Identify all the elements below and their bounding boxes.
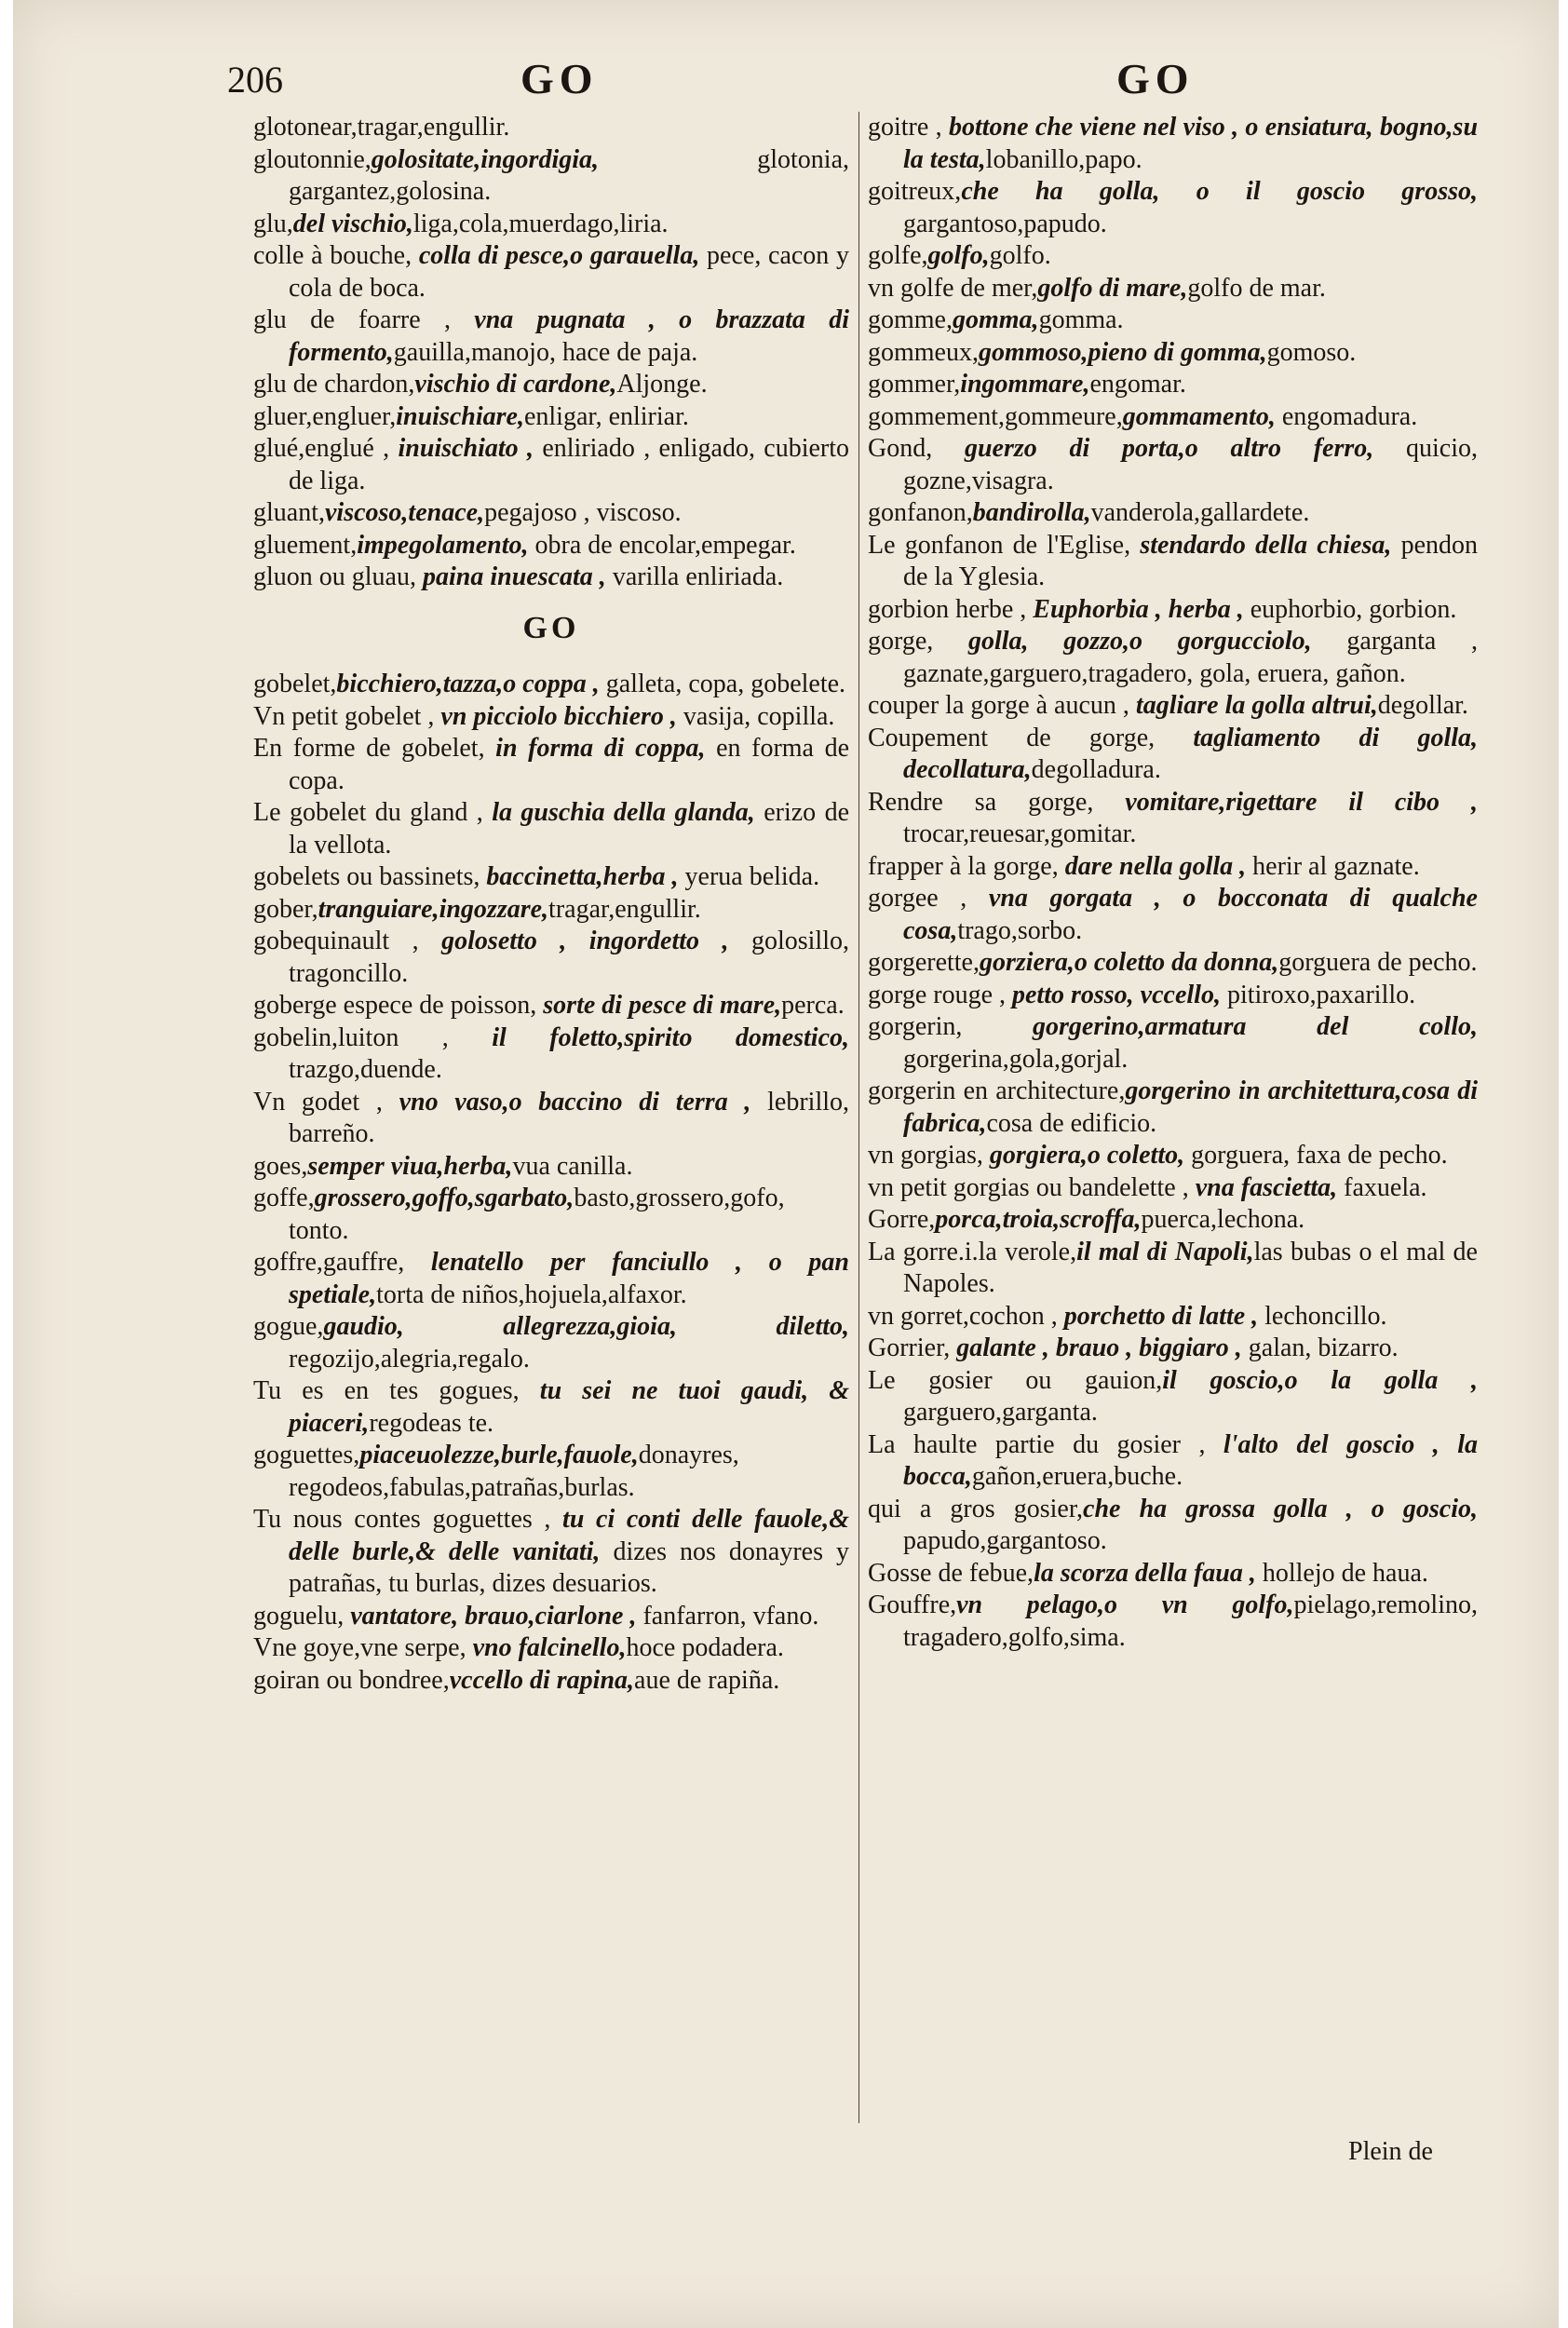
entry-italian-gloss: il mal di Napoli, [1076, 1237, 1254, 1266]
entry-french-headword: gomme, [868, 305, 953, 334]
entry-italian-gloss: gorziera,o coletto da donna, [979, 948, 1279, 977]
entry-french-headword: gorbion herbe , [868, 594, 1034, 624]
entry-italian-gloss: inuischiare, [396, 401, 524, 431]
entry-french-headword: goitre , [868, 113, 949, 142]
entry-french-headword: Gorre, [868, 1205, 936, 1234]
dictionary-entry [253, 1601, 849, 1633]
entry-italian-gloss: baccinetta,herba , [486, 862, 679, 891]
dictionary-entry [253, 369, 849, 401]
entry-french-headword: La gorre.i.la verole, [868, 1237, 1077, 1266]
entry-french-headword: vn golfe de mer, [868, 273, 1038, 303]
entry-italian-gloss: tu sei ne tuoi gaudi, & piaceri, [289, 1376, 849, 1438]
entry-french-headword: gloutonnie, [253, 144, 372, 174]
entry-spanish-gloss: garguero,garganta. [903, 1398, 1098, 1427]
dictionary-entry [868, 1011, 1478, 1076]
dictionary-entry [253, 1087, 849, 1151]
entry-french-headword: goberge espece de poisson, [253, 991, 544, 1020]
entry-italian-gloss: semper viua,herba, [307, 1151, 513, 1181]
dictionary-entry [868, 1429, 1478, 1494]
entry-french-headword: La haulte partie du gosier , [868, 1429, 1223, 1459]
entry-french-headword: Gosse de febue, [868, 1558, 1034, 1588]
dictionary-entry [253, 305, 849, 369]
entry-spanish-gloss: lechoncillo. [1258, 1301, 1387, 1331]
dictionary-entry [253, 669, 849, 701]
entry-spanish-gloss: trago,sorbo. [957, 915, 1083, 945]
dictionary-page [13, 0, 1559, 2328]
entry-french-headword: gober, [253, 894, 318, 924]
entry-spanish-gloss: golfo de mar. [1187, 273, 1326, 303]
entry-french-headword: gommer, [868, 370, 961, 399]
entry-spanish-gloss: hoce podadera. [626, 1633, 784, 1662]
dictionary-entry [253, 894, 849, 927]
entry-french-headword: Le gobelet du gland , [253, 798, 493, 827]
entry-spanish-gloss: galleta, copa, gobelete. [599, 670, 846, 698]
entry-italian-gloss: vn picciolo bicchiero , [440, 701, 677, 731]
entry-spanish-gloss: euphorbio, gorbion. [1243, 594, 1457, 624]
entry-spanish-gloss: varilla enliriada. [605, 562, 784, 591]
entry-italian-gloss: che ha grossa golla , o goscio, [1083, 1494, 1479, 1523]
entry-italian-gloss: vischio di cardone, [414, 370, 617, 399]
entry-italian-gloss: bandirolla, [972, 498, 1091, 527]
entry-spanish-gloss: regozijo,alegria,regalo. [289, 1344, 530, 1374]
dictionary-entry [868, 273, 1478, 305]
entry-french-headword: gorge rouge , [868, 980, 1012, 1009]
dictionary-entry [868, 240, 1478, 273]
entry-french-headword: Vn godet , [253, 1087, 399, 1117]
entry-italian-gloss: vna fascietta, [1195, 1172, 1338, 1202]
entry-italian-gloss: lenatello per fanciullo , o pan spetiale, [289, 1248, 849, 1309]
entry-italian-gloss: bicchiero,tazza,o coppa , [336, 670, 600, 698]
dictionary-entry [868, 1494, 1478, 1558]
entry-spanish-gloss: pegajoso , viscoso. [484, 498, 682, 527]
entry-french-headword: glu de foarre , [253, 305, 475, 334]
dictionary-entry [868, 497, 1478, 530]
entry-spanish-gloss: garganta , gaznate,garguero,tragadero, gola, eruera, gañon. [903, 627, 1479, 688]
entry-french-headword: gluer,engluer, [253, 401, 397, 431]
dictionary-entry [253, 401, 849, 434]
entry-spanish-gloss: donayres, regodeos,fabulas,patrañas,burlas. [289, 1441, 739, 1502]
entry-italian-gloss: gomma, [953, 305, 1039, 334]
entry-italian-gloss: vna gorgata , o bocconata di qualche cosa, [903, 884, 1478, 945]
dictionary-entry [868, 883, 1478, 947]
dictionary-entry [868, 176, 1478, 240]
dictionary-entry [868, 1365, 1478, 1429]
entry-french-headword: goes, [253, 1151, 308, 1181]
entry-spanish-gloss: galan, bizarro. [1241, 1333, 1399, 1362]
entry-spanish-gloss: regodeas te. [369, 1408, 494, 1438]
entry-french-headword: gonfanon, [868, 498, 973, 527]
entry-italian-gloss: inuischiato , [398, 434, 534, 463]
entry-italian-gloss: vantatore, brauo,ciarlone , [350, 1601, 637, 1631]
entry-italian-gloss: impegolamento, [357, 530, 529, 560]
entry-spanish-gloss: herir al gaznate. [1246, 851, 1420, 881]
entry-italian-gloss: viscoso,tenace, [325, 498, 485, 527]
entry-spanish-gloss: gomma. [1038, 305, 1124, 334]
entry-french-headword: Rendre sa gorge, [868, 787, 1126, 817]
dictionary-entry [868, 530, 1478, 594]
dictionary-entry [253, 733, 849, 797]
dictionary-entry [868, 1076, 1478, 1140]
dictionary-entry [253, 433, 849, 497]
entry-italian-gloss: vccello di rapina, [449, 1665, 635, 1695]
entry-italian-gloss: vno vaso,o baccino di terra , [399, 1087, 751, 1117]
entry-spanish-gloss: gorgerina,gola,gorjal. [903, 1044, 1129, 1074]
entry-italian-gloss: vno falcinello, [472, 1633, 627, 1662]
entry-spanish-gloss: gorguera de pecho. [1278, 948, 1478, 977]
entry-french-headword: gommeux, [868, 337, 979, 367]
entry-french-headword: goguettes, [253, 1441, 360, 1469]
entry-italian-gloss: grossero,goffo,sgarbato, [314, 1184, 574, 1212]
entry-italian-gloss: golla, gozzo,o gorgucciolo, [967, 627, 1312, 656]
entry-spanish-gloss: trocar,reuesar,gomitar. [903, 819, 1137, 848]
dictionary-entry [253, 1311, 849, 1375]
entry-spanish-gloss: gorguera, faxa de pecho. [1184, 1141, 1448, 1170]
entry-french-headword: goitreux, [868, 177, 962, 206]
entry-spanish-gloss: cosa de edificio. [986, 1108, 1157, 1138]
entry-italian-gloss: la guschia della glanda, [492, 798, 755, 827]
entry-spanish-gloss: trazgo,duende. [289, 1055, 442, 1084]
entry-spanish-gloss: degolladura. [1031, 755, 1161, 784]
entry-italian-gloss: gorgerino,armatura del collo, [1033, 1012, 1478, 1041]
entry-french-headword: gobelets ou bassinets, [253, 862, 487, 891]
dictionary-entry [868, 1301, 1478, 1333]
entry-italian-gloss: golositate,ingordigia, [371, 144, 600, 174]
entry-italian-gloss: in forma di coppa, [495, 734, 706, 763]
entry-french-headword: gobelet, [253, 670, 337, 698]
entry-french-headword: Gond, [868, 434, 965, 463]
page-number: 206 [227, 59, 283, 101]
entry-spanish-gloss: vasija, copilla. [676, 701, 835, 731]
entry-spanish-gloss: pendon de la Yglesia. [903, 530, 1478, 591]
entry-italian-gloss: il foletto,spirito domestico, [492, 1022, 850, 1052]
entry-french-headword: gorgerin, [868, 1012, 1033, 1041]
entry-french-headword: Vn petit gobelet , [253, 701, 441, 731]
entry-french-headword: Vne goye,vne serpe, [253, 1633, 473, 1662]
entry-french-headword: gobequinault , [253, 927, 442, 955]
entry-spanish-gloss: las bubas o el mal de Napoles. [903, 1237, 1478, 1298]
entry-spanish-gloss: quicio, gozne,visagra. [903, 434, 1478, 495]
entry-french-headword: gluon ou gluau, [253, 562, 423, 591]
dictionary-entry [868, 626, 1478, 690]
entry-spanish-gloss: basto,grossero,gofo, tonto. [289, 1184, 785, 1245]
entry-italian-gloss: la scorza della faua , [1034, 1558, 1256, 1588]
entry-italian-gloss: il goscio,o la golla , [1162, 1365, 1479, 1395]
running-header-right: GO [1116, 55, 1195, 102]
entry-spanish-gloss: fanfarron, vfano. [636, 1601, 819, 1631]
entry-french-headword: glotonear,tragar,engullir. [253, 113, 510, 142]
dictionary-entry [253, 861, 849, 894]
entry-french-headword: Tu es en tes gogues, [253, 1376, 540, 1405]
entry-spanish-gloss: pielago,remolino, tragadero,golfo,sima. [903, 1590, 1478, 1652]
dictionary-entry [253, 112, 849, 144]
dictionary-entry [253, 1375, 849, 1440]
scan-edge [1559, 0, 1568, 2328]
dictionary-entry [868, 723, 1478, 787]
entry-spanish-gloss: hollejo de haua. [1255, 1558, 1428, 1588]
dictionary-entry [868, 1204, 1478, 1237]
entry-french-headword: gorgerette, [868, 948, 980, 977]
dictionary-entry [253, 497, 849, 530]
dictionary-entry [868, 690, 1478, 723]
catchword: Plein de [1348, 2137, 1433, 2166]
dictionary-entry [253, 926, 849, 990]
dictionary-entry [253, 530, 849, 562]
dictionary-entry [868, 401, 1478, 434]
entry-french-headword: golfe, [868, 241, 928, 270]
entry-french-headword: goiran ou bondree, [253, 1665, 450, 1695]
dictionary-entry [868, 1590, 1478, 1654]
dictionary-entry [868, 369, 1478, 401]
running-header-left: GO [520, 55, 599, 102]
entry-spanish-gloss: vua canilla. [512, 1151, 633, 1181]
dictionary-entry [868, 1140, 1478, 1172]
entry-spanish-gloss: engomadura. [1275, 401, 1418, 431]
entry-french-headword: colle à bouche, [253, 241, 419, 270]
entry-spanish-gloss: gauilla,manojo, hace de paja. [393, 337, 698, 367]
entry-french-headword: gluement, [253, 530, 358, 560]
entry-french-headword: qui a gros gosier, [868, 1494, 1084, 1523]
entry-french-headword: gluant, [253, 498, 325, 527]
dictionary-entry [253, 1632, 849, 1665]
entry-spanish-gloss: lobanillo,papo. [985, 144, 1142, 174]
dictionary-entry [868, 947, 1478, 980]
entry-italian-gloss: l'alto del goscio , la bocca, [903, 1429, 1478, 1491]
entry-italian-gloss: porca,troia,scroffa, [935, 1205, 1142, 1234]
entry-spanish-gloss: perca. [781, 991, 845, 1020]
column-divider [858, 112, 859, 2123]
entry-italian-gloss: gommamento, [1122, 401, 1276, 431]
entry-italian-gloss: bottone che viene nel viso , o ensiatura, bogno,su la testa, [903, 113, 1479, 174]
entry-italian-gloss: golosetto , ingordetto , [441, 927, 729, 955]
entry-french-headword: glu, [253, 209, 293, 238]
entry-spanish-gloss: erizo de la vellota. [289, 798, 849, 859]
entry-french-headword: glué,englué , [253, 434, 399, 463]
entry-french-headword: vn gorret,cochon , [868, 1301, 1064, 1331]
entry-french-headword: couper la gorge à aucun , [868, 691, 1136, 720]
entry-italian-gloss: piaceuolezze,burle,fauole, [359, 1441, 639, 1469]
entry-italian-gloss: stendardo della chiesa, [1140, 530, 1392, 560]
entry-spanish-gloss: gomoso. [1266, 337, 1357, 367]
right-column [868, 112, 1478, 1654]
entry-french-headword: goffre,gauffre, [253, 1248, 431, 1277]
entry-french-headword: gobelin,luiton , [253, 1022, 493, 1052]
entry-italian-gloss: dare nella golla , [1064, 851, 1247, 881]
dictionary-entry [253, 240, 849, 305]
entry-french-headword: gogue, [253, 1312, 324, 1341]
entry-spanish-gloss: dizes nos donayres y patrañas, tu burlas, dizes desuarios. [289, 1536, 849, 1598]
dictionary-entry [253, 990, 849, 1022]
entry-spanish-gloss: Aljonge. [616, 370, 708, 399]
entry-french-headword: goffe, [253, 1184, 315, 1212]
dictionary-entry [253, 1247, 849, 1311]
dictionary-entry [868, 1172, 1478, 1205]
entry-french-headword: vn gorgias, [868, 1141, 990, 1170]
dictionary-entry [253, 144, 849, 209]
entry-spanish-gloss: pece, cacon y cola de boca. [289, 241, 849, 303]
entry-french-headword: En forme de gobelet, [253, 734, 496, 763]
entry-italian-gloss: tu ci conti delle fauole,& delle burle,& delle vanitati, [289, 1505, 850, 1566]
entry-spanish-gloss: enliriado , enligado, cubierto de liga. [289, 434, 850, 495]
entry-french-headword: Gouffre, [868, 1590, 957, 1619]
entry-french-headword: Gorrier, [868, 1333, 957, 1362]
dictionary-entry [868, 1333, 1478, 1365]
entry-italian-gloss: gommoso,pieno di gomma, [979, 337, 1267, 367]
entry-french-headword: frapper à la gorge, [868, 851, 1065, 881]
dictionary-entry [253, 1665, 849, 1698]
dictionary-entry [868, 337, 1478, 370]
entry-spanish-gloss: lebrillo, barreño. [289, 1087, 849, 1148]
dictionary-entry [868, 594, 1478, 627]
entry-italian-gloss: golfo, [927, 241, 990, 270]
entry-spanish-gloss: faxuela. [1337, 1172, 1427, 1202]
entry-spanish-gloss: vanderola,gallardete. [1090, 498, 1310, 527]
dictionary-entry [253, 1183, 849, 1247]
entry-spanish-gloss: enligar, enliriar. [523, 401, 689, 431]
entry-spanish-gloss: engomar. [1089, 370, 1186, 399]
entry-spanish-gloss: puerca,lechona. [1141, 1205, 1305, 1234]
entry-italian-gloss: vomitare,rigettare il cibo , [1125, 787, 1478, 817]
dictionary-entry [868, 305, 1478, 337]
entry-italian-gloss: tranguiare,ingozzare, [318, 894, 549, 924]
entry-french-headword: Coupement de gorge, [868, 723, 1194, 752]
entry-italian-gloss: che ha golla, o il goscio grosso, [961, 177, 1478, 206]
entry-italian-gloss: paina inuescata , [423, 562, 606, 591]
entry-spanish-gloss: yerua belida. [678, 862, 820, 891]
entry-italian-gloss: sorte di pesce di mare, [543, 991, 782, 1020]
left-column [253, 112, 849, 1697]
entry-spanish-gloss: gargantoso,papudo. [903, 209, 1107, 238]
dictionary-entry [868, 433, 1478, 497]
entry-spanish-gloss: golosillo, tragoncillo. [289, 927, 849, 988]
entry-spanish-gloss: obra de encolar,empegar. [528, 530, 796, 560]
entry-french-headword: vn petit gorgias ou bandelette , [868, 1172, 1196, 1202]
dictionary-entry [868, 112, 1478, 176]
entry-french-headword: goguelu, [253, 1601, 351, 1631]
entry-italian-gloss: gaudio, allegrezza,gioia, diletto, [323, 1312, 849, 1341]
dictionary-entry [253, 1022, 849, 1087]
dictionary-entry [253, 701, 849, 734]
dictionary-entry [253, 1504, 849, 1601]
entry-french-headword: gorge, [868, 627, 968, 656]
entry-spanish-gloss: tragar,engullir. [548, 894, 701, 924]
entry-spanish-gloss: aue de rapiña. [634, 1665, 780, 1695]
entry-italian-gloss: vn pelago,o vn golfo, [956, 1590, 1294, 1619]
entry-spanish-gloss: torta de niños,hojuela,alfaxor. [376, 1279, 687, 1309]
entry-italian-gloss: colla di pesce,o garauella, [418, 241, 700, 270]
dictionary-entry [253, 1440, 849, 1504]
dictionary-entry [868, 851, 1478, 884]
entry-spanish-gloss: degollar. [1377, 691, 1468, 720]
entry-spanish-gloss: glotonia, gargantez,golosina. [289, 144, 849, 206]
dictionary-entry [253, 562, 849, 594]
entry-spanish-gloss: en forma de copa. [289, 734, 849, 795]
entry-italian-gloss: porchetto di latte , [1063, 1301, 1259, 1331]
entry-french-headword: gommement,gommeure, [868, 401, 1123, 431]
entry-french-headword: Tu nous contes goguettes , [253, 1505, 563, 1534]
entry-spanish-gloss: liga,cola,muerdago,liria. [412, 209, 669, 238]
entry-italian-gloss: tagliare la golla altrui, [1135, 691, 1378, 720]
entry-italian-gloss: petto rosso, vccello, [1012, 980, 1221, 1009]
entry-italian-gloss: guerzo di porta,o altro ferro, [964, 434, 1374, 463]
dictionary-entry [253, 1151, 849, 1184]
entry-french-headword: gorgee , [868, 884, 989, 913]
entry-french-headword: glu de chardon, [253, 370, 415, 399]
entry-french-headword: Le gosier ou gauion, [868, 1365, 1163, 1395]
entry-spanish-gloss: gañon,eruera,buche. [971, 1462, 1183, 1491]
dictionary-entry [868, 1558, 1478, 1590]
entry-italian-gloss: ingommare, [960, 370, 1090, 399]
entry-french-headword: gorgerin en architecture, [868, 1076, 1126, 1105]
entry-italian-gloss: gorgerino in architettura,cosa di fabrica, [903, 1076, 1479, 1138]
entry-french-headword: Le gonfanon de l'Eglise, [868, 530, 1141, 560]
dictionary-entry [253, 797, 849, 861]
dictionary-entry [868, 1237, 1478, 1301]
dictionary-entry [868, 787, 1478, 851]
entry-italian-gloss: vna pugnata , o brazzata di formento, [289, 305, 849, 367]
entry-spanish-gloss: pitiroxo,paxarillo. [1220, 980, 1416, 1009]
entry-italian-gloss: golfo di mare, [1037, 273, 1188, 303]
entry-spanish-gloss: papudo,gargantoso. [903, 1526, 1107, 1555]
entry-italian-gloss: gorgiera,o coletto, [989, 1141, 1185, 1170]
entry-italian-gloss: Euphorbia , herba , [1033, 594, 1244, 624]
dictionary-entry [868, 980, 1478, 1012]
entry-italian-gloss: del vischio, [292, 209, 413, 238]
entry-spanish-gloss: golfo. [989, 241, 1051, 270]
dictionary-entry [253, 209, 849, 241]
section-heading: GO [522, 610, 580, 645]
entry-italian-gloss: galante , brauo , biggiaro , [956, 1333, 1242, 1362]
entry-italian-gloss: tagliamento di golla, decollatura, [903, 723, 1479, 784]
